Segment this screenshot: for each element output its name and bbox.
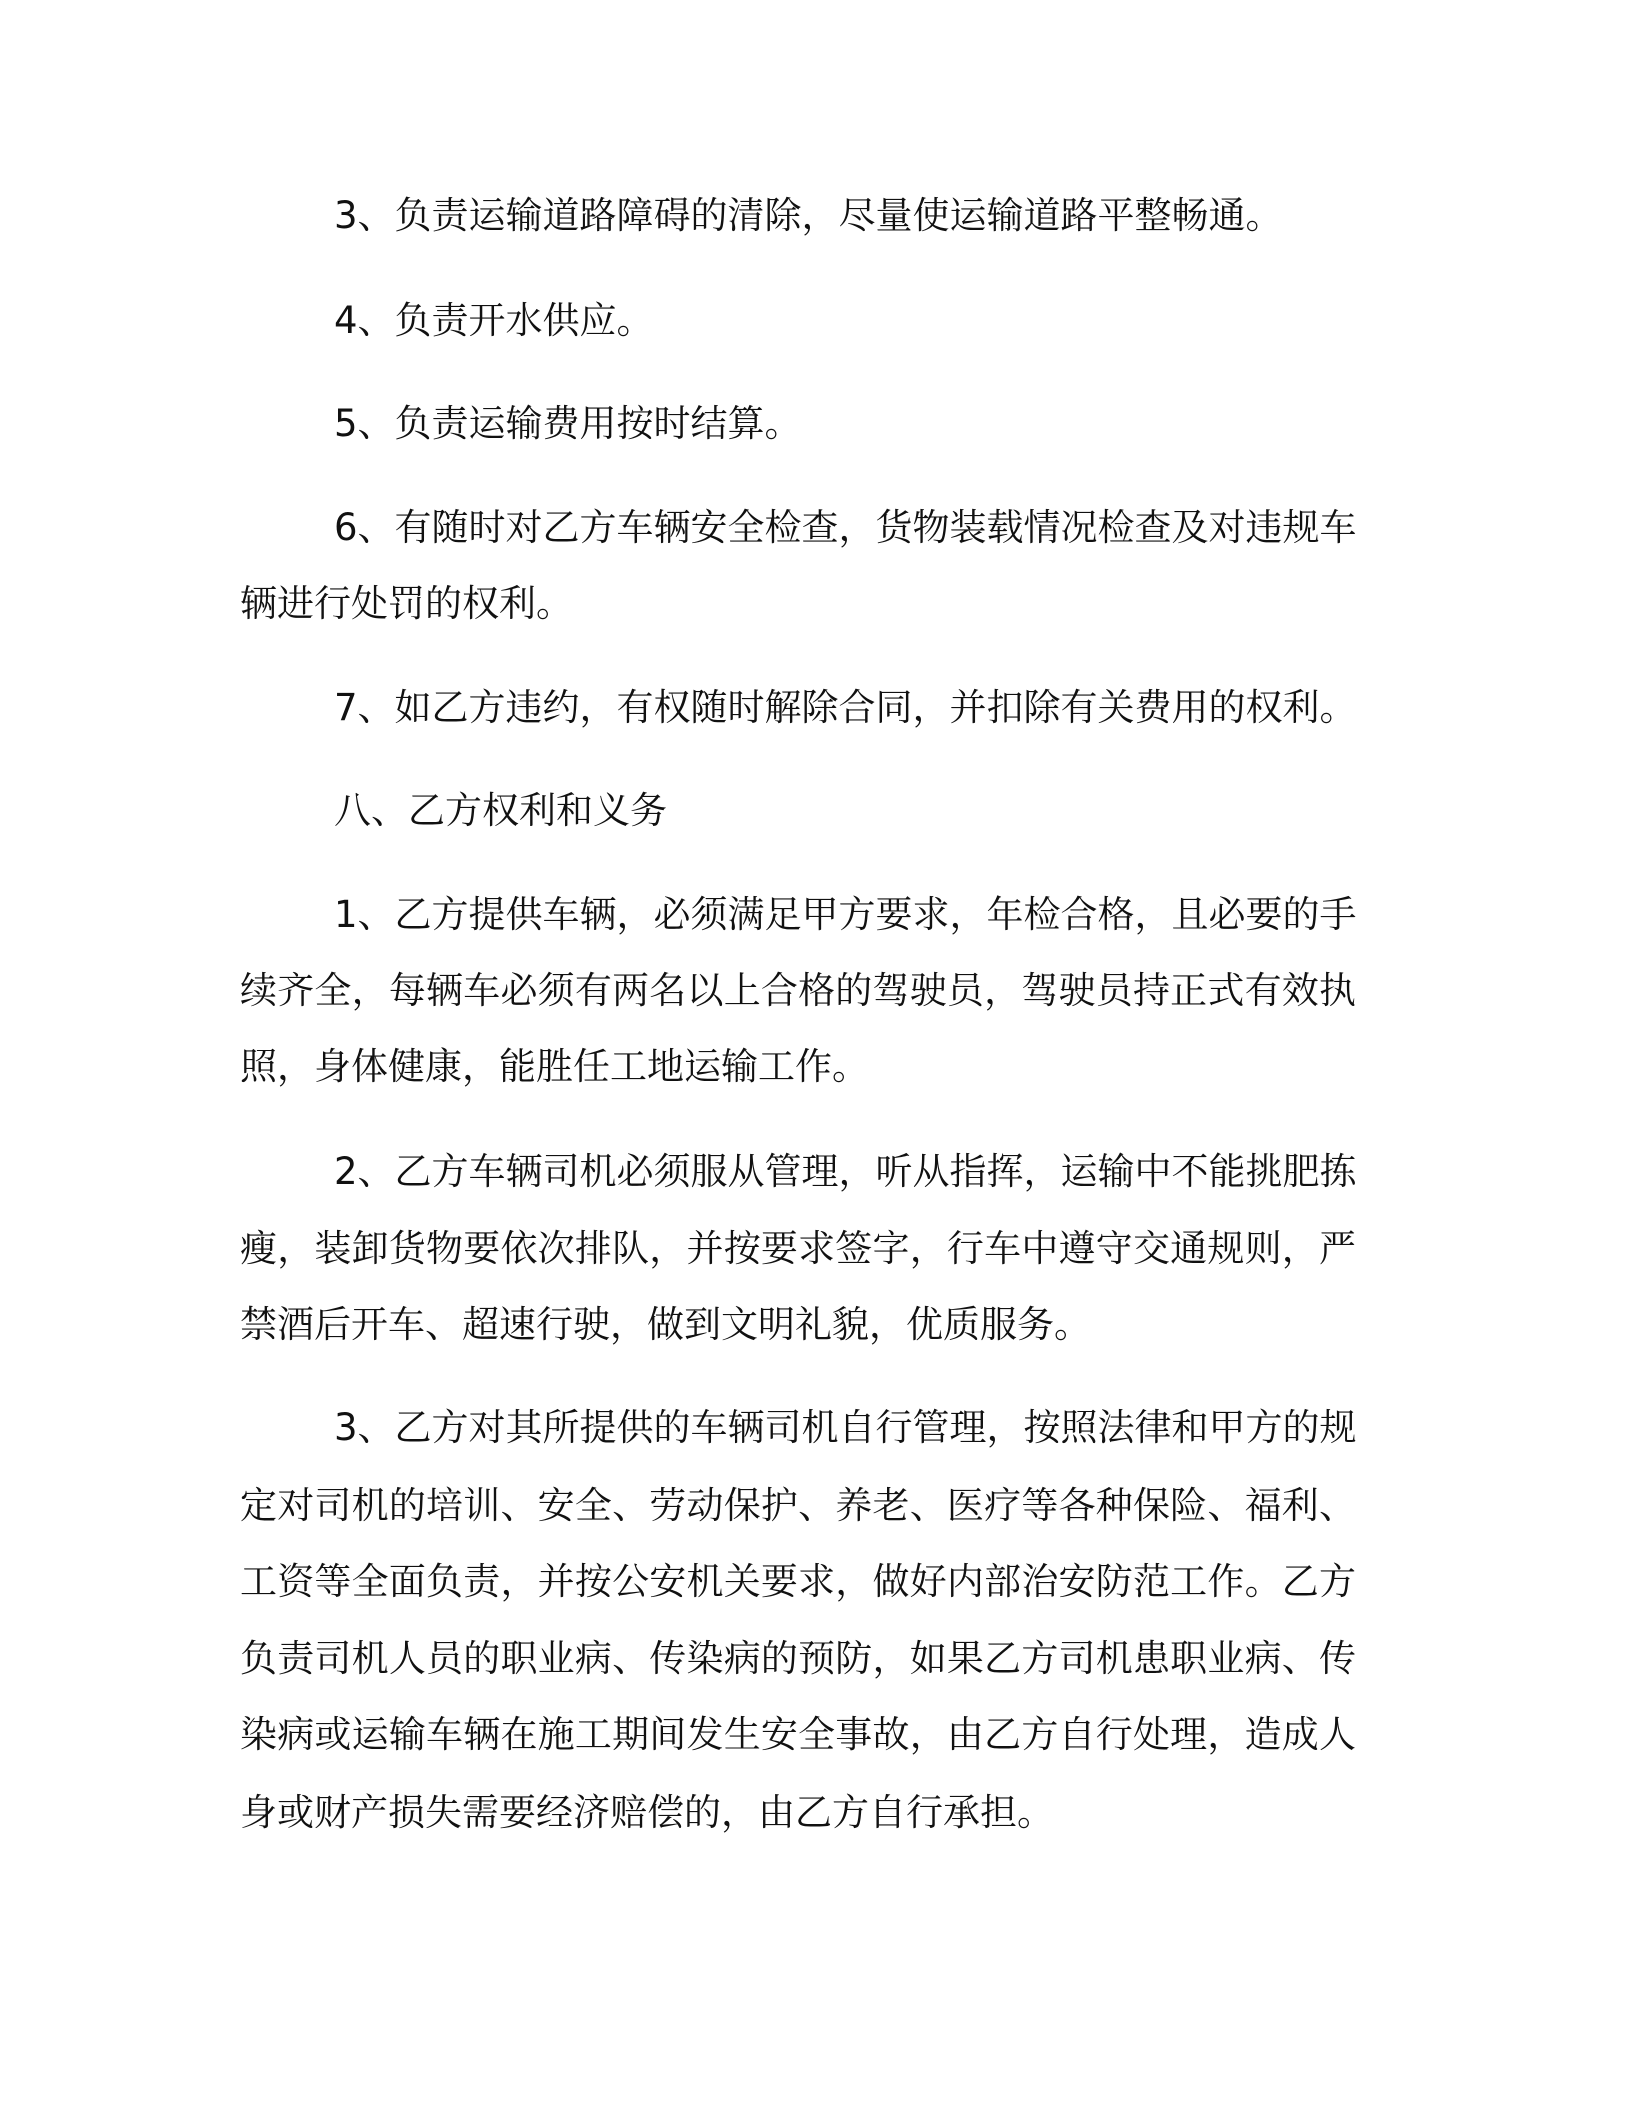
paragraph-b2-line: 2、乙方车辆司机必须服从管理，听从指挥，运输中不能挑肥拣 — [334, 1150, 1357, 1193]
paragraph-a7: 7、如乙方违约，有权随时解除合同，并扣除有关费用的权利。 — [334, 686, 1357, 729]
paragraph-a3: 3、负责运输道路障碍的清除，尽量使运输道路平整畅通。 — [334, 194, 1283, 237]
paragraph-b3-line: 定对司机的培训、安全、劳动保护、养老、医疗等各种保险、福利、 — [240, 1484, 1356, 1527]
paragraph-b2-line: 禁酒后开车、超速行驶，做到文明礼貌，优质服务。 — [240, 1303, 1091, 1346]
paragraph-a5: 5、负责运输费用按时结算。 — [334, 402, 802, 445]
paragraph-b3-line: 负责司机人员的职业病、传染病的预防，如果乙方司机患职业病、传 — [240, 1637, 1356, 1680]
paragraph-b1-line: 续齐全，每辆车必须有两名以上合格的驾驶员，驾驶员持正式有效执 — [240, 969, 1356, 1012]
paragraph-b3-line: 染病或运输车辆在施工期间发生安全事故，由乙方自行处理，造成人 — [240, 1713, 1356, 1756]
paragraph-a4: 4、负责开水供应。 — [334, 299, 654, 342]
paragraph-b3-line: 身或财产损失需要经济赔偿的，由乙方自行承担。 — [240, 1791, 1054, 1834]
section-heading: 八、乙方权利和义务 — [334, 789, 667, 832]
paragraph-b2-line: 瘦，装卸货物要依次排队，并按要求签字，行车中遵守交通规则，严 — [240, 1227, 1356, 1270]
paragraph-b3-line: 工资等全面负责，并按公安机关要求，做好内部治安防范工作。乙方 — [240, 1560, 1356, 1603]
paragraph-a6-line: 辆进行处罚的权利。 — [240, 582, 573, 625]
paragraph-b1-line: 1、乙方提供车辆，必须满足甲方要求，年检合格，且必要的手 — [334, 893, 1357, 936]
paragraph-b3-line: 3、乙方对其所提供的车辆司机自行管理，按照法律和甲方的规 — [334, 1406, 1357, 1449]
paragraph-a6-line: 6、有随时对乙方车辆安全检查，货物装载情况检查及对违规车 — [334, 506, 1357, 549]
paragraph-b1-line: 照，身体健康，能胜任工地运输工作。 — [240, 1045, 869, 1088]
